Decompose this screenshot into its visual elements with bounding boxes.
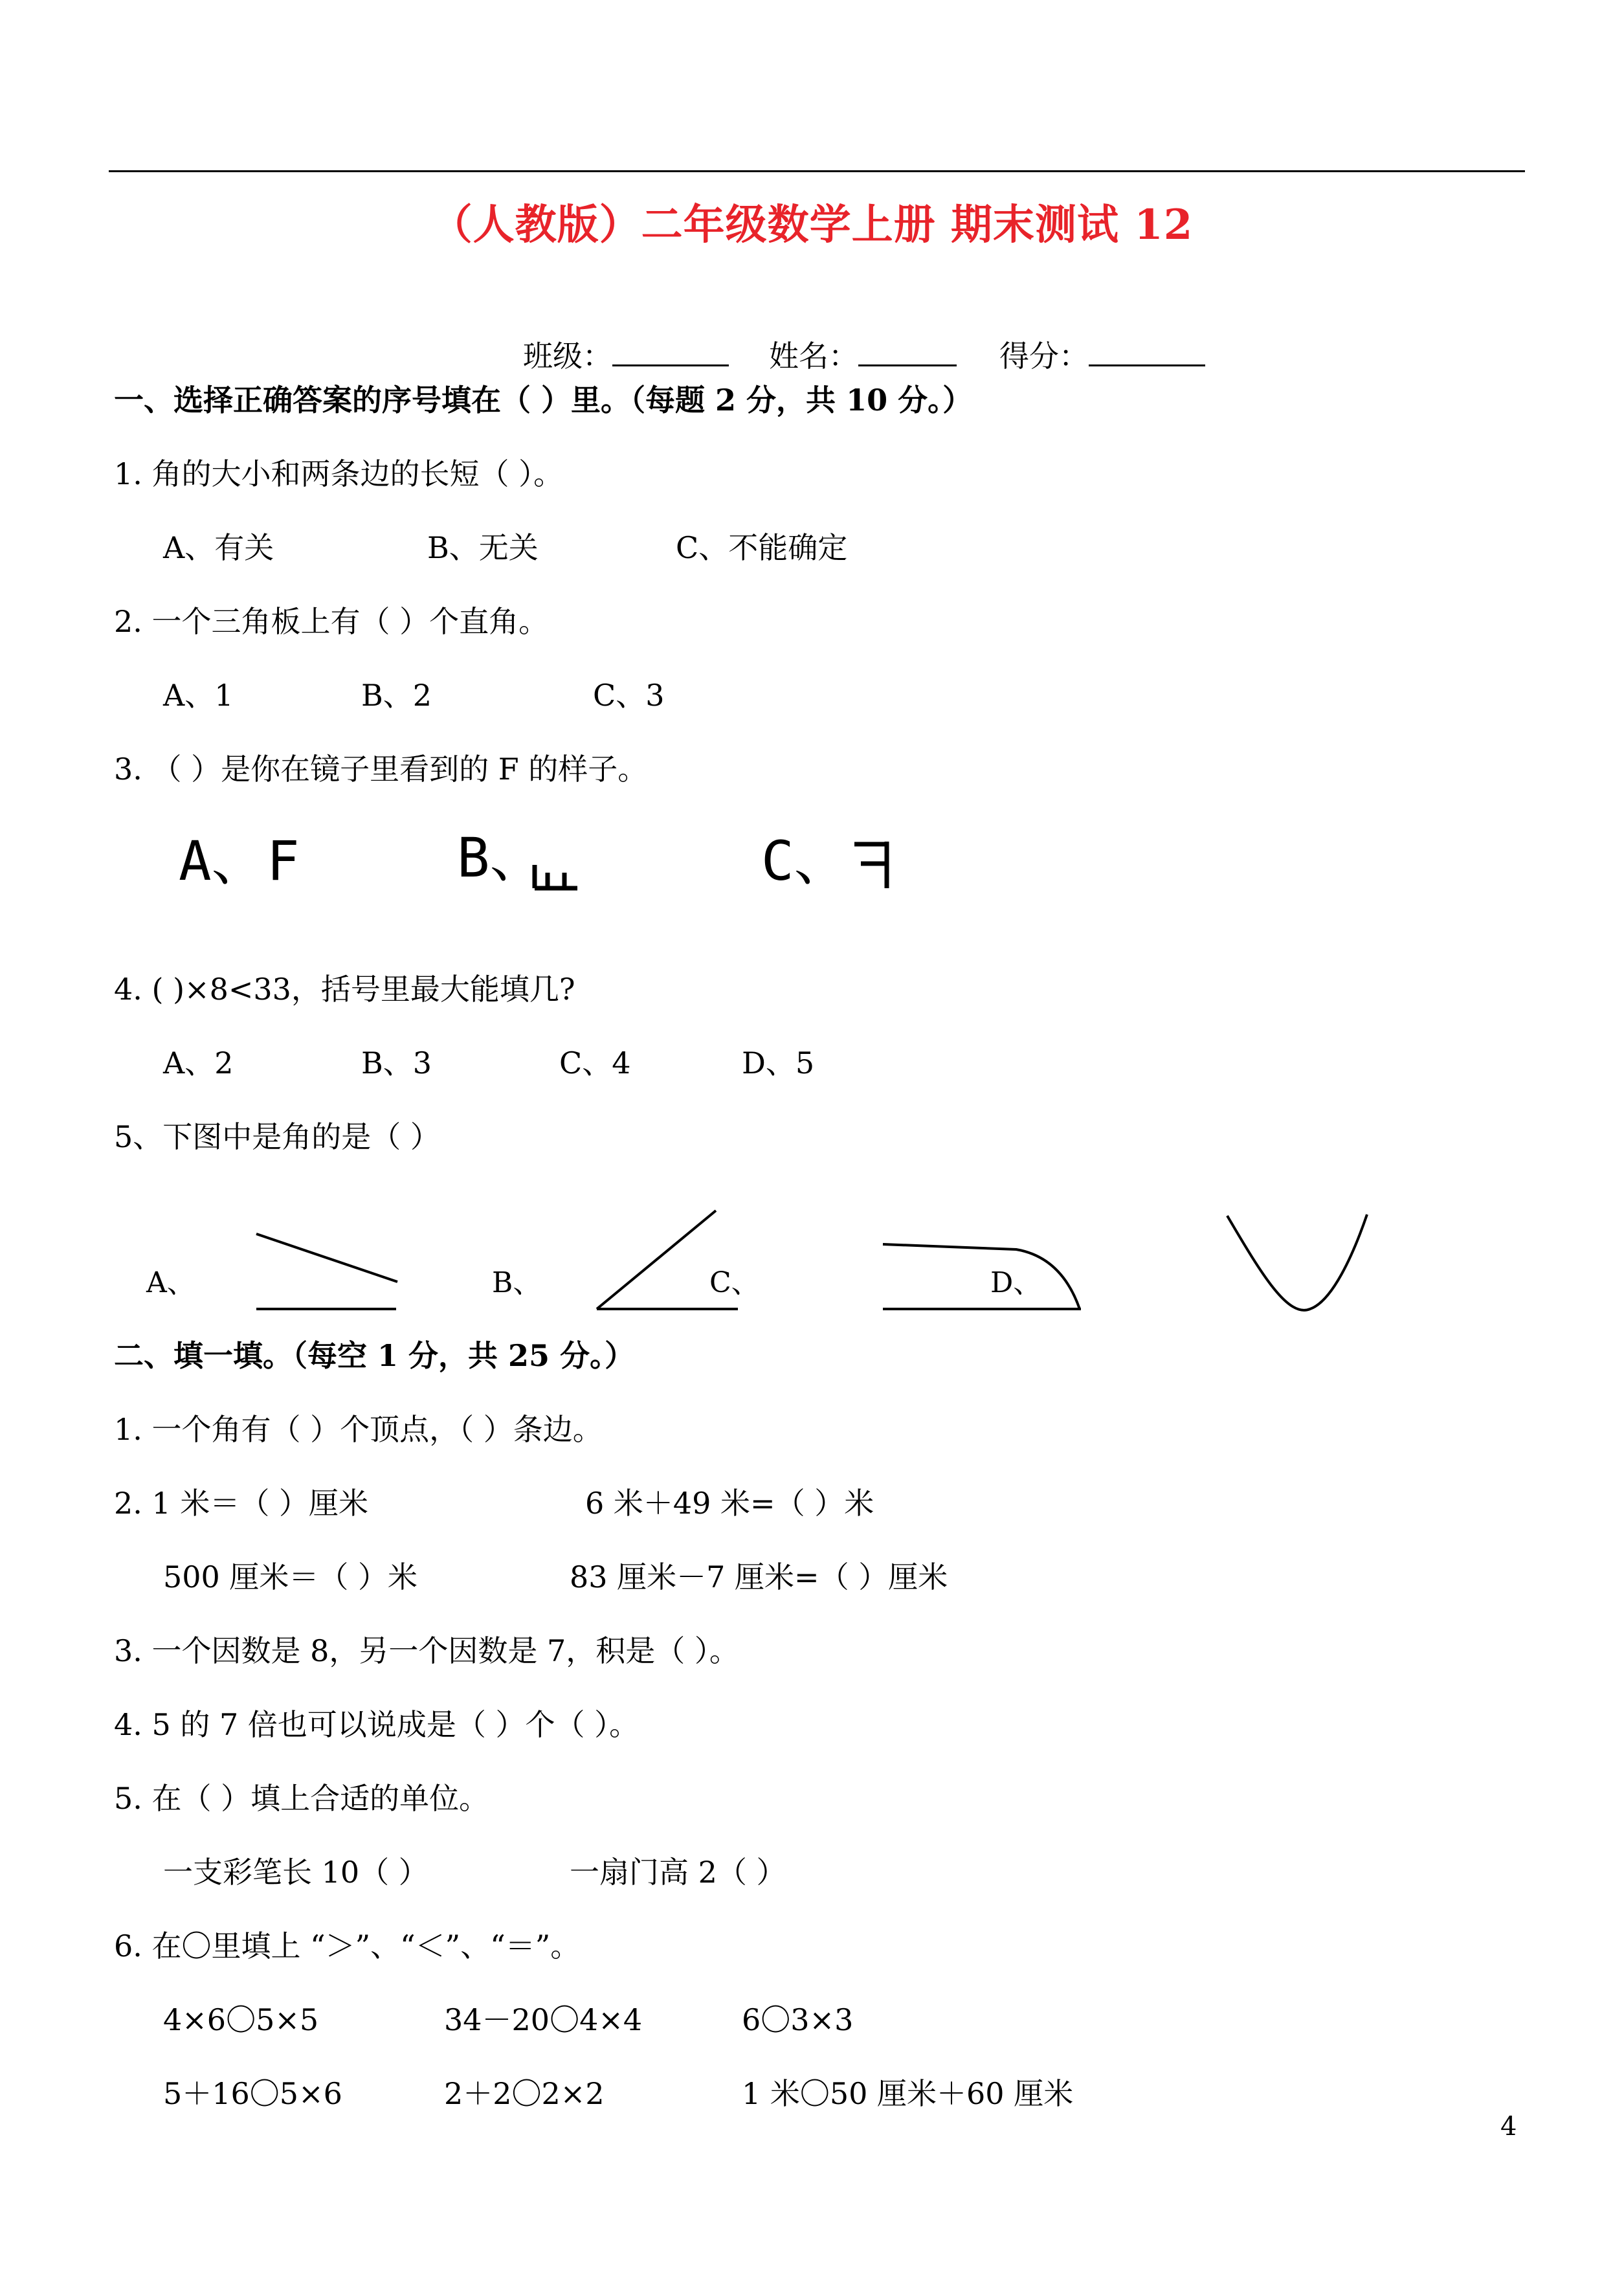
s2-q3: 3. 一个因数是 8，另一个因数是 7，积是（ ）。: [114, 1633, 739, 1668]
s2-q6-r1-c2: 34－20〇4×4: [444, 2002, 643, 2037]
s1-q5-label-a: A、: [146, 1266, 195, 1299]
score-label: 得分：: [999, 339, 1089, 374]
s2-q6-r2-c2: 2＋2〇2×2: [444, 2076, 605, 2111]
s1-q1-option-b: B、无关: [427, 530, 539, 565]
section2-heading: 二、填一填。（每空 1 分，共 25 分。）: [114, 1338, 635, 1373]
s1-q5-label-d: D、: [990, 1266, 1042, 1299]
s2-q5: 5. 在（ ）填上合适的单位。: [114, 1781, 489, 1816]
s2-q4: 4. 5 的 7 倍也可以说成是（ ）个（ ）。: [114, 1707, 640, 1742]
s1-q4: 4. ( )×8<33，括号里最大能填几?: [114, 972, 575, 1007]
s1-q5-label-c: C、: [709, 1266, 760, 1299]
s1-q4-option-a: A、2: [163, 1046, 234, 1080]
s2-q1: 1. 一个角有（ ）个顶点，（ ）条边。: [114, 1412, 603, 1447]
s2-q6-r1-c3: 6〇3×3: [742, 2002, 854, 2037]
s1-q2-option-b: B、2: [361, 678, 432, 713]
s1-q5-label-b: B、: [492, 1266, 542, 1299]
s1-q1: 1. 角的大小和两条边的长短（ ）。: [114, 456, 564, 491]
s1-q1-option-c: C、不能确定: [676, 530, 848, 565]
s2-q2b: 6 米＋49 米=（ ）米: [585, 1486, 874, 1521]
class-label: 班级：: [523, 339, 612, 374]
s2-q6-r2-c3: 1 米〇50 厘米＋60 厘米: [742, 2076, 1074, 2111]
s2-q5b: 一扇门高 2（ ）: [570, 1855, 786, 1890]
section1-heading: 一、选择正确答案的序号填在（ ）里。（每题 2 分，共 10 分。）: [114, 383, 973, 418]
s2-q2d: 83 厘米－7 厘米=（ ）厘米: [570, 1560, 948, 1594]
s1-q4-option-d: D、5: [742, 1046, 815, 1080]
page-number: 4: [1500, 2112, 1517, 2142]
s1-q2-option-c: C、3: [593, 678, 665, 713]
s1-q5: 5、下图中是角的是（ ）: [114, 1119, 440, 1154]
s1-q2: 2. 一个三角板上有（ ）个直角。: [114, 604, 549, 639]
s1-q4-option-c: C、4: [559, 1046, 631, 1080]
s1-q2-option-a: A、1: [163, 678, 234, 713]
s1-q3-option-a-label: A、: [179, 829, 266, 893]
s1-q5-figure-a: [256, 1234, 397, 1309]
name-label: 姓名：: [769, 339, 858, 374]
s1-q4-option-b: B、3: [361, 1046, 432, 1080]
s1-q3-option-c-figure: [854, 842, 887, 888]
s1-q3-option-b-label: B、: [457, 826, 544, 889]
s1-q1-option-a: A、有关: [163, 530, 274, 565]
s1-q3-option-a-glyph: F: [267, 829, 300, 893]
s2-q5a: 一支彩笔长 10（ ）: [163, 1855, 428, 1890]
s2-q6-r1-c1: 4×6〇5×5: [163, 2002, 319, 2037]
s2-q6: 6. 在〇里填上 “＞”、“＜”、“＝”。: [114, 1929, 581, 1963]
s1-q5-figure-d: [1227, 1214, 1367, 1310]
s1-q5-figure-b: [597, 1211, 738, 1309]
s1-q3-option-c-label: C、: [761, 829, 849, 893]
s2-q2a: 2. 1 米＝（ ）厘米: [114, 1486, 369, 1521]
s2-q2c: 500 厘米＝（ ）米: [163, 1560, 418, 1594]
s1-q5-figure-c: [883, 1244, 1081, 1309]
page-title: （人教版）二年级数学上册 期末测试 12: [430, 201, 1194, 249]
s1-q3: 3. （ ）是你在镜子里看到的 F 的样子。: [114, 752, 648, 787]
s1-q3-option-b-figure: [535, 865, 577, 888]
s2-q6-r2-c1: 5＋16〇5×6: [163, 2076, 342, 2111]
